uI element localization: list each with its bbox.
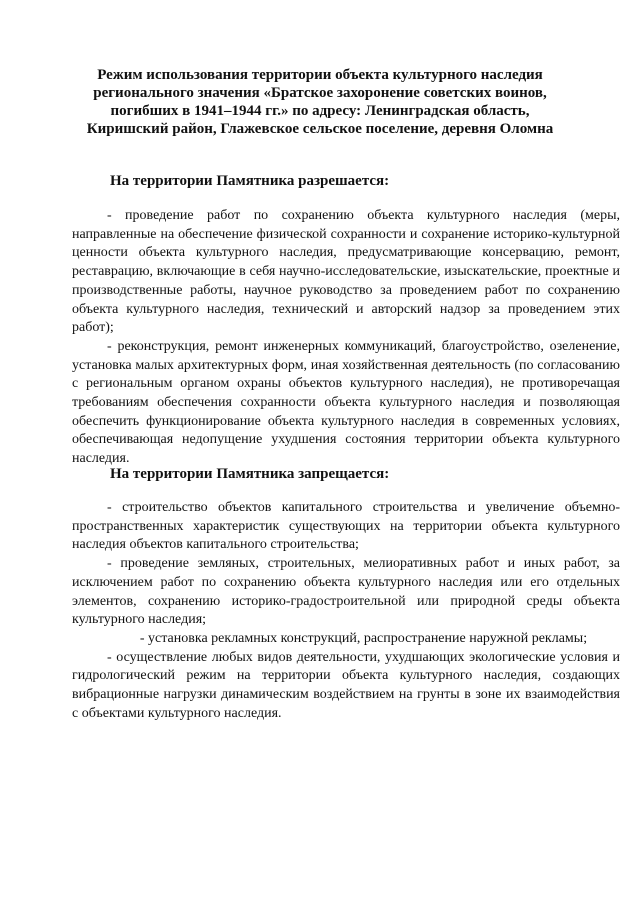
- allowed-item: - реконструкция, ремонт инженерных коммуникаций, благоустройство, озеленение, установка малых архитектурных форм, иная хозяйственная деятельность (по согласованию с региональным органом охраны объектов культурного наследия), не противоречащая требованиям обеспечения сохранности объекта культурного наследия и позволяющая обеспечить функционирование объекта культурного наследия в современных условиях, обеспечивающая недопущение ухудшения состояния территории объекта культурного наследия.: [72, 338, 620, 467]
- forbidden-item: - осуществление любых видов деятельности, ухудшающих экологические условия и гидрологический режим на территории объекта культурного наследия, создающих вибрационные нагрузки динамическим воздействием на грунты в зоне их взаимодействия с объектами культурного наследия.: [72, 649, 620, 721]
- allowed-heading: На территории Памятника разрешается:: [110, 173, 390, 189]
- forbidden-item: - установка рекламных конструкций, распространение наружной рекламы;: [139, 630, 588, 646]
- title-line: Режим использования территории объекта культурного наследия: [97, 67, 543, 83]
- forbidden-heading: На территории Памятника запрещается:: [110, 466, 390, 482]
- title-line: Киришский район, Глажевское сельское поселение, деревня Оломна: [86, 121, 554, 137]
- forbidden-item: - строительство объектов капитального строительства и увеличение объемно-пространственных характеристик существующих на территории объекта культурного наследия объектов капитального строительства;: [72, 500, 620, 553]
- document-title: [60, 66, 580, 138]
- title-line: погибших в 1941–1944 гг.» по адресу: Ленинградская область,: [110, 103, 530, 119]
- forbidden-list: [72, 499, 620, 723]
- title-line: регионального значения «Братское захоронение советских воинов,: [93, 85, 547, 101]
- allowed-item: - проведение работ по сохранению объекта культурного наследия (меры, направленные на обеспечение физической сохранности и сохранение историко-культурной ценности объекта культурного наследия, предусматривающие консервацию, ремонт, реставрацию, включающие в себя научно-исследовательские, изыскательские, проектные и производственные работы, научное руководство за проведением работ по сохранению объекта культурного наследия, технический и авторский надзор за проведением этих работ);: [72, 208, 620, 336]
- allowed-list: [72, 207, 620, 469]
- forbidden-item: - проведение земляных, строительных, мелиоративных работ и иных работ, за исключением работ по сохранению объекта культурного наследия или его отдельных элементов, сохранению историко-градостроительной или природной среды объекта культурного наследия;: [72, 556, 620, 628]
